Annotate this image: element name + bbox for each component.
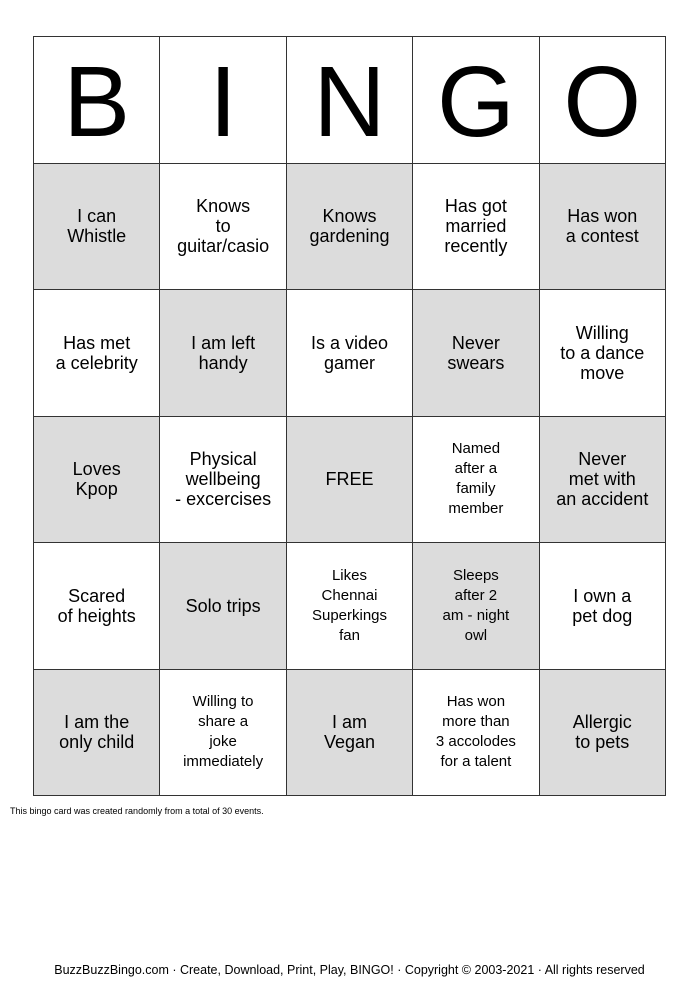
bingo-cell-r5-c5: Allergic to pets bbox=[540, 670, 666, 797]
bingo-cell-r3-c5: Never met with an accident bbox=[540, 417, 666, 544]
header-letter-o: O bbox=[540, 37, 666, 164]
bingo-cell-r1-c2: Knows to guitar/casio bbox=[160, 164, 286, 291]
bingo-cell-r2-c1: Has met a celebrity bbox=[34, 290, 160, 417]
header-letter-i: I bbox=[160, 37, 286, 164]
card-note: This bingo card was created randomly from a total of 30 events. bbox=[10, 806, 264, 816]
header-letter-g: G bbox=[413, 37, 539, 164]
bingo-cell-r3-c1: Loves Kpop bbox=[34, 417, 160, 544]
bingo-cell-r1-c1: I can Whistle bbox=[34, 164, 160, 291]
footer-copyright: BuzzBuzzBingo.com · Create, Download, Print, Play, BINGO! · Copyright © 2003-2021 · All rights reserved bbox=[54, 963, 645, 977]
bingo-cell-r1-c3: Knows gardening bbox=[287, 164, 413, 291]
bingo-cell-r2-c5: Willing to a dance move bbox=[540, 290, 666, 417]
bingo-cell-r1-c4: Has got married recently bbox=[413, 164, 539, 291]
bingo-cell-r2-c4: Never swears bbox=[413, 290, 539, 417]
bingo-cell-r5-c1: I am the only child bbox=[34, 670, 160, 797]
bingo-cell-r4-c5: I own a pet dog bbox=[540, 543, 666, 670]
bingo-cell-r1-c5: Has won a contest bbox=[540, 164, 666, 291]
bingo-cell-free: FREE bbox=[287, 417, 413, 544]
bingo-cell-r3-c4: Named after a family member bbox=[413, 417, 539, 544]
bingo-cell-r2-c2: I am left handy bbox=[160, 290, 286, 417]
bingo-cell-r3-c2: Physical wellbeing - excercises bbox=[160, 417, 286, 544]
bingo-card bbox=[33, 36, 666, 796]
bingo-cell-r4-c2: Solo trips bbox=[160, 543, 286, 670]
header-letter-b: B bbox=[34, 37, 160, 164]
bingo-cell-r5-c4: Has won more than 3 accolodes for a talent bbox=[413, 670, 539, 797]
bingo-cell-r2-c3: Is a video gamer bbox=[287, 290, 413, 417]
header-letter-n: N bbox=[287, 37, 413, 164]
bingo-cell-r4-c4: Sleeps after 2 am - night owl bbox=[413, 543, 539, 670]
bingo-cell-r5-c3: I am Vegan bbox=[287, 670, 413, 797]
bingo-cell-r4-c1: Scared of heights bbox=[34, 543, 160, 670]
bingo-cell-r4-c3: Likes Chennai Superkings fan bbox=[287, 543, 413, 670]
bingo-cell-r5-c2: Willing to share a joke immediately bbox=[160, 670, 286, 797]
